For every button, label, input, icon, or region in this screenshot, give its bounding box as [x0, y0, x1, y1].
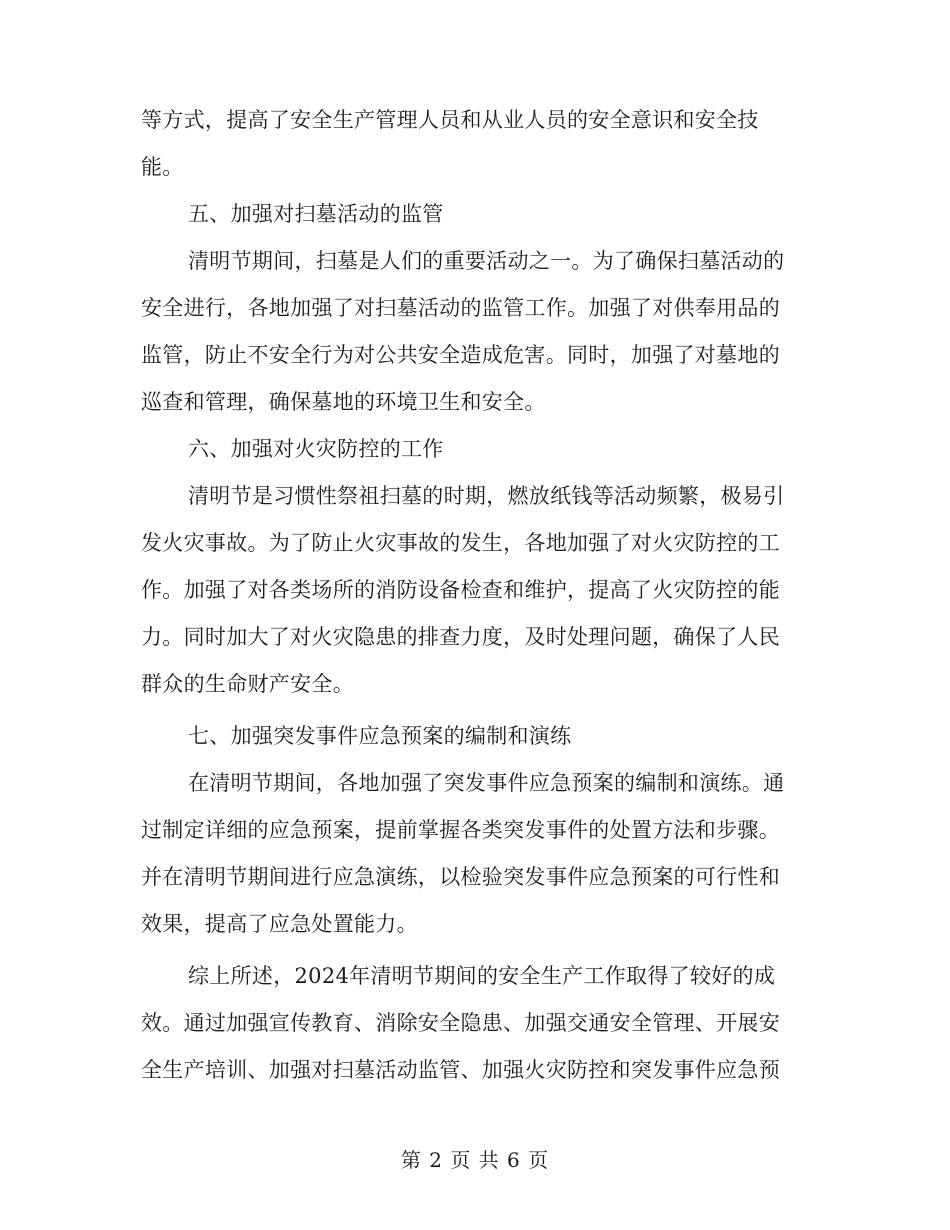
- section-heading-5: 五、加强对扫墓活动的监管: [188, 202, 444, 226]
- body-text-line: 在清明节期间，各地加强了突发事件应急预案的编制和演练。通: [188, 771, 785, 795]
- body-text-line: 效。通过加强宣传教育、消除安全隐患、加强交通安全管理、开展安: [141, 1011, 780, 1035]
- body-text-line: 监管，防止不安全行为对公共安全造成危害。同时，加强了对墓地的: [141, 343, 780, 367]
- body-text-line: 清明节是习惯性祭祖扫墓的时期，燃放纸钱等活动频繁，极易引: [188, 484, 785, 508]
- body-text-line: 作。加强了对各类场所的消防设备检查和维护，提高了火灾防控的能: [141, 578, 780, 602]
- body-text-line: 安全进行，各地加强了对扫墓活动的监管工作。加强了对供奉用品的: [141, 296, 780, 320]
- body-text-line: 综上所述，2024年清明节期间的安全生产工作取得了较好的成: [188, 964, 776, 988]
- body-text-line: 发火灾事故。为了防止火灾事故的发生，各地加强了对火灾防控的工: [141, 531, 780, 555]
- body-text-line: 并在清明节期间进行应急演练，以检验突发事件应急预案的可行性和: [141, 865, 780, 889]
- body-text-line: 群众的生命财产安全。: [141, 672, 354, 696]
- body-text-line: 力。同时加大了对火灾隐患的排查力度，及时处理问题，确保了人民: [141, 625, 780, 649]
- body-text-line: 效果，提高了应急处置能力。: [141, 912, 418, 936]
- page-number-footer: 第 2 页 共 6 页: [400, 1148, 550, 1172]
- body-text-line: 能。: [141, 155, 184, 179]
- section-heading-6: 六、加强对火灾防控的工作: [188, 437, 444, 461]
- body-text-line: 巡查和管理，确保墓地的环境卫生和安全。: [141, 390, 546, 414]
- body-text-line: 清明节期间，扫墓是人们的重要活动之一。为了确保扫墓活动的: [188, 249, 785, 273]
- section-heading-7: 七、加强突发事件应急预案的编制和演练: [188, 724, 572, 748]
- body-text-line: 过制定详细的应急预案，提前掌握各类突发事件的处置方法和步骤。: [141, 818, 780, 842]
- body-text-line: 等方式，提高了安全生产管理人员和从业人员的安全意识和安全技: [141, 108, 759, 132]
- body-text-line: 全生产培训、加强对扫墓活动监管、加强火灾防控和突发事件应急预: [141, 1058, 780, 1082]
